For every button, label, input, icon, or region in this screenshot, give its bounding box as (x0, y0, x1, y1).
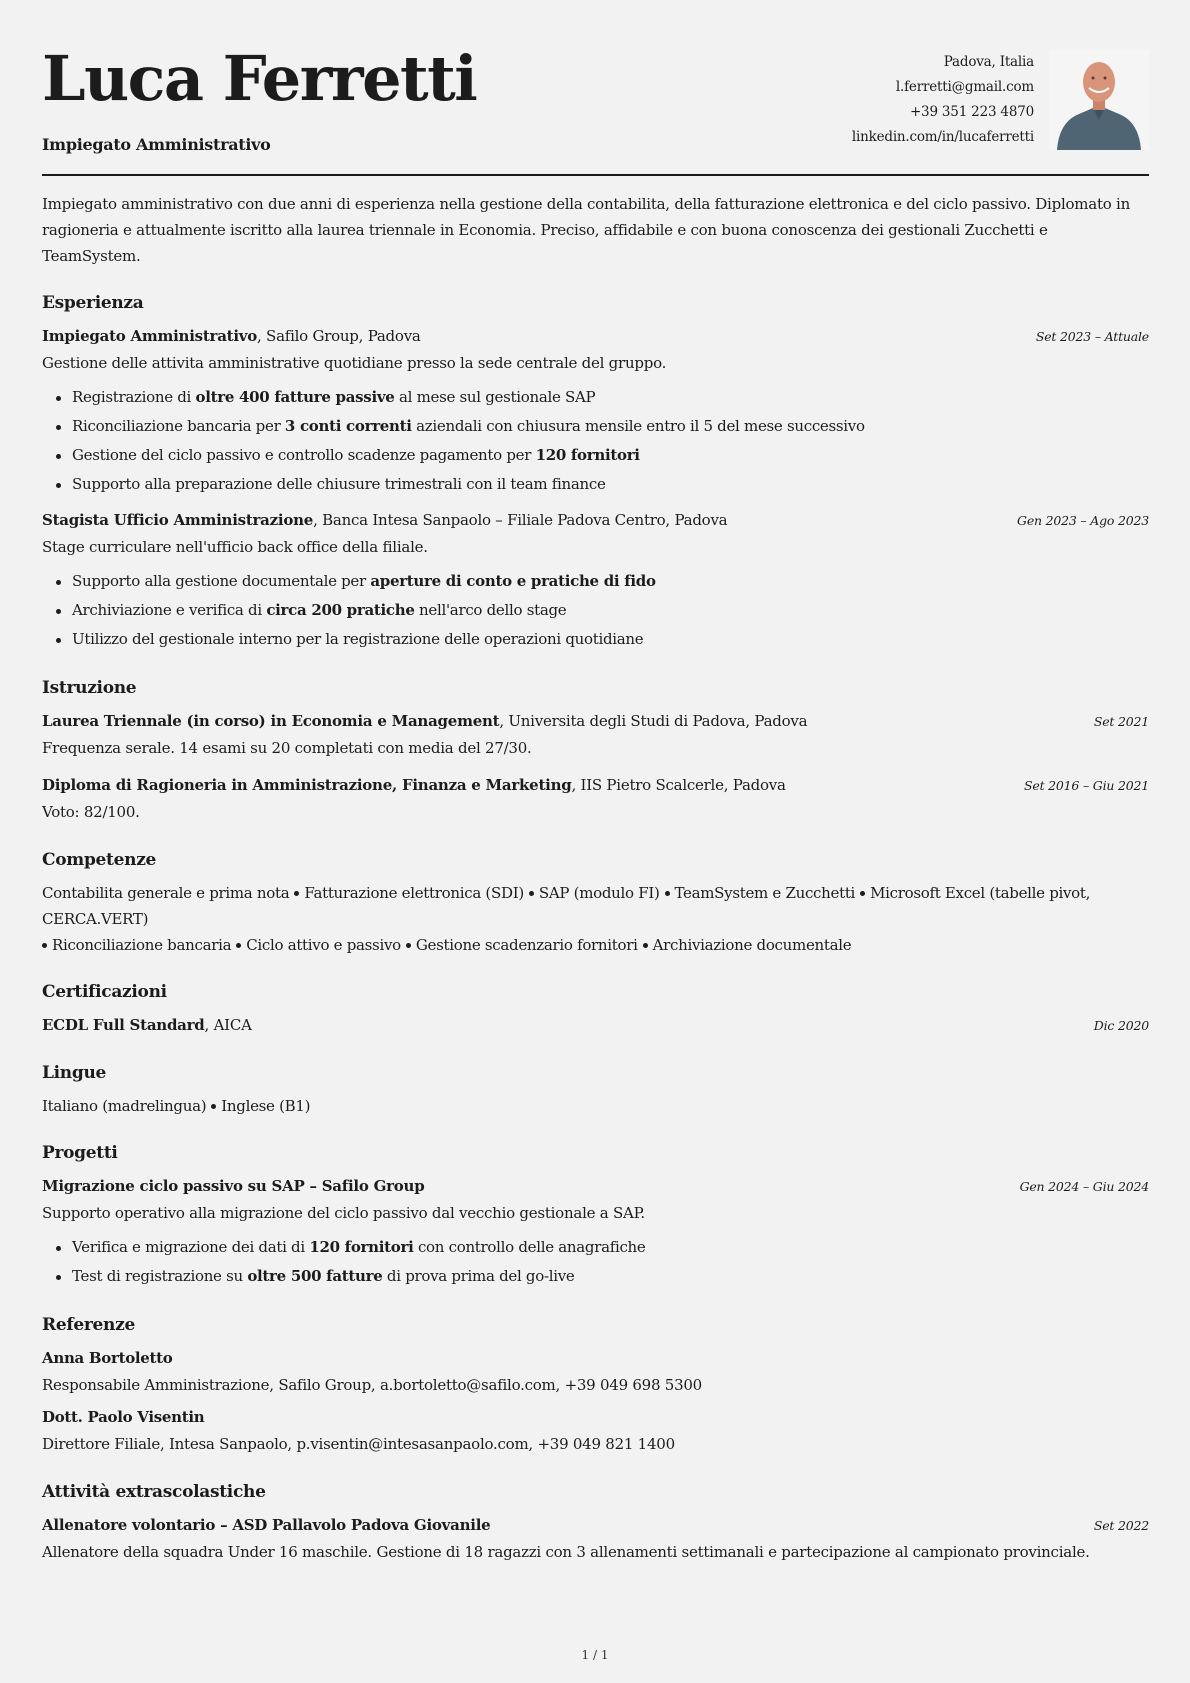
project-entry (42, 1173, 1149, 1291)
degree-title: Laurea Triennale (in corso) in Economia e Management (42, 712, 500, 730)
bullet-separator-icon (42, 943, 47, 948)
reference-entry (42, 1345, 1149, 1399)
bullet-item: Gestione del ciclo passivo e controllo scadenze pagamento per 120 fornitori (72, 441, 1149, 470)
experience-entry (42, 507, 1149, 654)
section-title-extracurricular: Attività extrascolastiche (42, 1482, 266, 1502)
bullet-item: Test di registrazione su oltre 500 fatture di prova prima del go-live (72, 1262, 1149, 1291)
person-photo-icon (1049, 50, 1149, 150)
bullet-item: Supporto alla gestione documentale per aperture di conto e pratiche di fido (72, 567, 1149, 596)
resume-header (42, 0, 1149, 176)
bullet-separator-icon (236, 943, 241, 948)
resume-page (42, 0, 1149, 1574)
job-date: Set 2023 – Attuale (1035, 329, 1149, 344)
skill-item: TeamSystem e Zucchetti (674, 884, 856, 902)
section-title-skills: Competenze (42, 850, 157, 870)
section-title-education: Istruzione (42, 678, 137, 698)
skills-list (42, 880, 1149, 958)
job-description: Stage curriculare nell'ufficio back office della filiale. (42, 538, 428, 556)
bullet-separator-icon (665, 891, 670, 896)
job-bullets (72, 383, 1149, 499)
project-date: Gen 2024 – Giu 2024 (1019, 1179, 1149, 1194)
certification-issuer: , AICA (204, 1016, 252, 1034)
job-title: Impiegato Amministrativo (42, 327, 258, 345)
bullet-item: Registrazione di oltre 400 fatture passive al mese sul gestionale SAP (72, 383, 1149, 412)
contact-linkedin[interactable]: linkedin.com/in/lucaferretti (851, 129, 1034, 145)
contact-block (852, 50, 1034, 150)
skill-item: Archiviazione documentale (652, 936, 852, 954)
language-item: Inglese (B1) (221, 1097, 311, 1115)
reference-entry (42, 1404, 1149, 1458)
bullet-separator-icon (643, 943, 648, 948)
contact-email[interactable]: l.ferretti@gmail.com (895, 79, 1034, 95)
language-item: Italiano (madrelingua) (42, 1097, 207, 1115)
certification-name: ECDL Full Standard (42, 1016, 205, 1034)
reference-info: Direttore Filiale, Intesa Sanpaolo, p.visentin@intesasanpaolo.com, +39 049 821 1400 (42, 1435, 675, 1453)
degree-title: Diploma di Ragioneria in Amministrazione, Finanza e Marketing (42, 776, 572, 794)
education-description: Voto: 82/100. (42, 803, 140, 821)
education-description: Frequenza serale. 14 esami su 20 completati con media del 27/30. (42, 739, 532, 757)
job-description: Gestione delle attivita amministrative quotidiane presso la sede centrale del gruppo. (42, 354, 667, 372)
school-name: , Universita degli Studi di Padova, Padova (499, 712, 808, 730)
activity-name: Allenatore volontario – ASD Pallavolo Padova Giovanile (42, 1516, 491, 1534)
skill-item: Contabilita generale e prima nota (42, 884, 290, 902)
section-title-projects: Progetti (42, 1143, 118, 1163)
activity-description: Allenatore della squadra Under 16 maschile. Gestione di 18 ragazzi con 3 allenamenti settimanali e partecipazione al campionato provinciale. (42, 1543, 1090, 1561)
section-title-languages: Lingue (42, 1063, 107, 1083)
skill-item: Fatturazione elettronica (SDI) (304, 884, 524, 902)
reference-name: Anna Bortoletto (42, 1349, 173, 1367)
section-title-references: Referenze (42, 1315, 135, 1335)
bullet-item: Archiviazione e verifica di circa 200 pratiche nell'arco dello stage (72, 596, 1149, 625)
school-name: , IIS Pietro Scalcerle, Padova (571, 776, 786, 794)
section-title-experience: Esperienza (42, 293, 144, 313)
project-name: Migrazione ciclo passivo su SAP – Safilo Group (42, 1177, 425, 1195)
skill-item: Gestione scadenzario fornitori (415, 936, 638, 954)
skill-item: Ciclo attivo e passivo (246, 936, 401, 954)
bullet-item: Verifica e migrazione dei dati di 120 fornitori con controllo delle anagrafiche (72, 1233, 1149, 1262)
activity-date: Set 2022 (1093, 1518, 1149, 1533)
job-bullets (72, 567, 1149, 654)
reference-info: Responsabile Amministrazione, Safilo Group, a.bortoletto@safilo.com, +39 049 698 5300 (42, 1376, 702, 1394)
profile-photo (1049, 50, 1149, 150)
experience-entry (42, 323, 1149, 499)
education-entry (42, 708, 1149, 762)
project-description: Supporto operativo alla migrazione del ciclo passivo dal vecchio gestionale a SAP. (42, 1204, 645, 1222)
page-number: 1 / 1 (581, 1648, 609, 1662)
contact-phone: +39 351 223 4870 (909, 104, 1034, 120)
job-company: , Safilo Group, Padova (257, 327, 421, 345)
extracurricular-entry (42, 1512, 1149, 1566)
section-title-certifications: Certificazioni (42, 982, 167, 1002)
bullet-item: Supporto alla preparazione delle chiusure trimestrali con il team finance (72, 470, 1149, 499)
education-entry (42, 772, 1149, 826)
education-date: Set 2016 – Giu 2021 (1024, 778, 1149, 793)
bullet-separator-icon (406, 943, 411, 948)
skill-item: Riconciliazione bancaria (52, 936, 232, 954)
contact-location: Padova, Italia (943, 54, 1034, 70)
reference-name: Dott. Paolo Visentin (42, 1408, 205, 1426)
project-bullets (72, 1233, 1149, 1291)
skill-item: Microsoft Excel (tabelle pivot, CERCA.VERT) (42, 884, 1091, 928)
bullet-separator-icon (211, 1104, 216, 1109)
skill-item: SAP (modulo FI) (538, 884, 660, 902)
candidate-role: Impiegato Amministrativo (42, 135, 271, 154)
education-date: Set 2021 (1093, 714, 1149, 729)
languages-list (42, 1093, 1149, 1119)
candidate-name: Luca Ferretti (42, 42, 477, 115)
job-company: , Banca Intesa Sanpaolo – Filiale Padova Centro, Padova (313, 511, 728, 529)
bullet-separator-icon (294, 891, 299, 896)
profile-summary: Impiegato amministrativo con due anni di esperienza nella gestione della contabilita, della fatturazione elettronica e del ciclo passivo. Diplomato in ragioneria e attualmente iscritto alla laurea triennale in Economia. Preciso, affidabile e con buona conoscenza dei gestionali Zucchetti e TeamSystem. (42, 195, 1130, 265)
bullet-separator-icon (529, 891, 534, 896)
bullet-separator-icon (860, 891, 865, 896)
certification-entry (42, 1012, 1149, 1039)
job-date: Gen 2023 – Ago 2023 (1017, 513, 1149, 528)
bullet-item: Riconciliazione bancaria per 3 conti correnti aziendali con chiusura mensile entro il 5 del mese successivo (72, 412, 1149, 441)
certification-date: Dic 2020 (1093, 1018, 1149, 1033)
job-title: Stagista Ufficio Amministrazione (42, 511, 314, 529)
bullet-item: Utilizzo del gestionale interno per la registrazione delle operazioni quotidiane (72, 625, 1149, 654)
